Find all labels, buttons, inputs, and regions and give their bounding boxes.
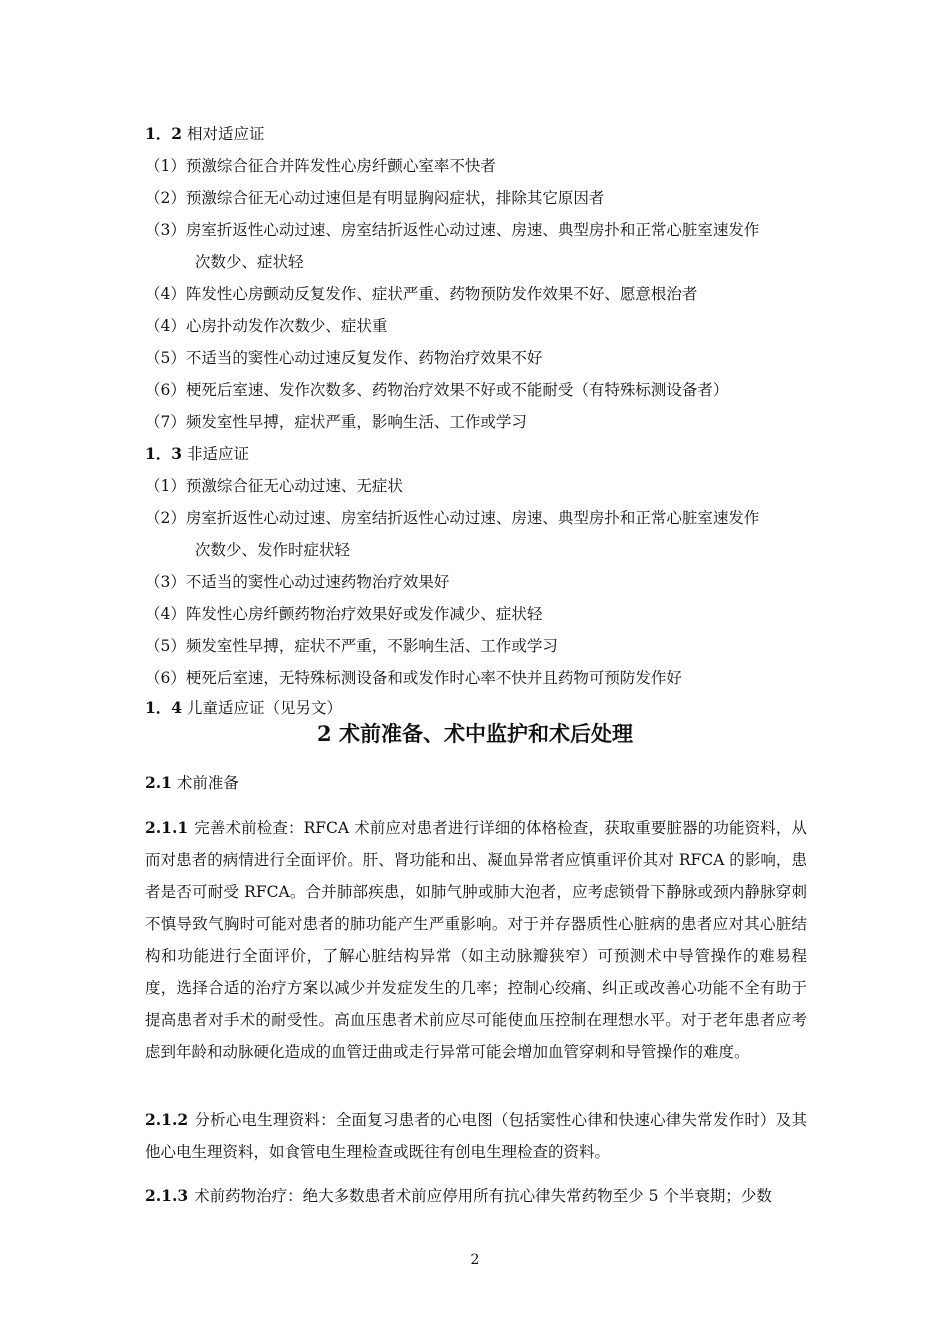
paragraph-2-1-3: [145, 1180, 807, 1212]
list-item: （2）预激综合征无心动过速但是有明显胸闷症状，排除其它原因者: [145, 189, 605, 207]
list-item-continuation: 次数少、症状轻: [195, 253, 304, 271]
list-item: （5）频发室性早搏，症状不严重，不影响生活、工作或学习: [145, 637, 558, 655]
section-heading-1-2: 1．2 相对适应证: [145, 124, 265, 143]
list-item: （7）频发室性早搏，症状严重，影响生活、工作或学习: [145, 413, 527, 431]
list-item: （3）房室折返性心动过速、房室结折返性心动过速、房速、典型房扑和正常心脏室速发作: [145, 221, 760, 239]
section-heading-1-3: 1．3 非适应证: [145, 444, 250, 463]
paragraph-text: 分析心电生理资料：全面复习患者的心电图（包括窦性心律和快速心律失常发作时）及其他心电生理资料，如食管电生理检查或既往有创电生理检查的资料。: [145, 1111, 807, 1161]
list-item: （5）不适当的窦性心动过速反复发作、药物治疗效果不好: [145, 349, 543, 367]
section-heading-2-1: 2.1 术前准备: [145, 773, 239, 792]
list-item: （6）梗死后室速、发作次数多、药物治疗效果不好或不能耐受（有特殊标测设备者）: [145, 381, 729, 399]
list-item: （4）阵发性心房纤颤药物治疗效果好或发作减少、症状轻: [145, 605, 543, 623]
paragraph-2-1-2: [145, 1104, 807, 1168]
section-heading-1-4: 1．4 儿童适应证（见另文）: [145, 698, 343, 717]
paragraph-2-1-1: [145, 812, 807, 1068]
list-item-continuation: 次数少、发作时症状轻: [195, 541, 351, 559]
list-item: （3）不适当的窦性心动过速药物治疗效果好: [145, 573, 450, 591]
paragraph-number: 2.1.2: [145, 1110, 189, 1129]
list-item: （1）预激综合征合并阵发性心房纤颤心室率不快者: [145, 157, 496, 175]
list-item: （4）心房扑动发作次数少、症状重: [145, 317, 388, 335]
paragraph-number: 2.1.3: [145, 1186, 189, 1205]
page-number: 2: [470, 1252, 480, 1268]
paragraph-text: 术前药物治疗：绝大多数患者术前应停用所有抗心律失常药物至少 5 个半衰期；少数: [194, 1187, 772, 1205]
paragraph-text: 完善术前检查：RFCA 术前应对患者进行详细的体格检查，获取重要脏器的功能资料，从而对患者的病情进行全面评价。肝、肾功能和出、凝血异常者应慎重评价其对 RFCA 的影响，患者是否可耐受 RFCA。合并肺部疾患，如肺气肿或肺大泡者，应考虑锁骨下静脉或颈内静脉穿刺不慎导致气胸时可能对患者的肺功能产生严重影响。对于并存器质性心脏病的患者应对其心脏结构和功能进行全面评价，了解心脏结构异常（如主动脉瓣狭窄）可预测术中导管操作的难易程度，选择合适的治疗方案以减少并发症发生的几率；控制心绞痛、纠正或改善心功能不全有助于提高患者对手术的耐受性。高血压患者术前应尽可能使血压控制在理想水平。对于老年患者应考虑到年龄和动脉硬化造成的血管迂曲或走行异常可能会增加血管穿刺和导管操作的难度。: [145, 819, 807, 1061]
list-item: （4）阵发性心房颤动反复发作、症状严重、药物预防发作效果不好、愿意根治者: [145, 285, 698, 303]
list-item: （1）预激综合征无心动过速、无症状: [145, 477, 403, 495]
chapter-title: 2 术前准备、术中监护和术后处理: [317, 721, 633, 746]
list-item: （2）房室折返性心动过速、房室结折返性心动过速、房速、典型房扑和正常心脏室速发作: [145, 509, 760, 527]
paragraph-number: 2.1.1: [145, 818, 189, 837]
list-item: （6）梗死后室速，无特殊标测设备和或发作时心率不快并且药物可预防发作好: [145, 669, 682, 687]
